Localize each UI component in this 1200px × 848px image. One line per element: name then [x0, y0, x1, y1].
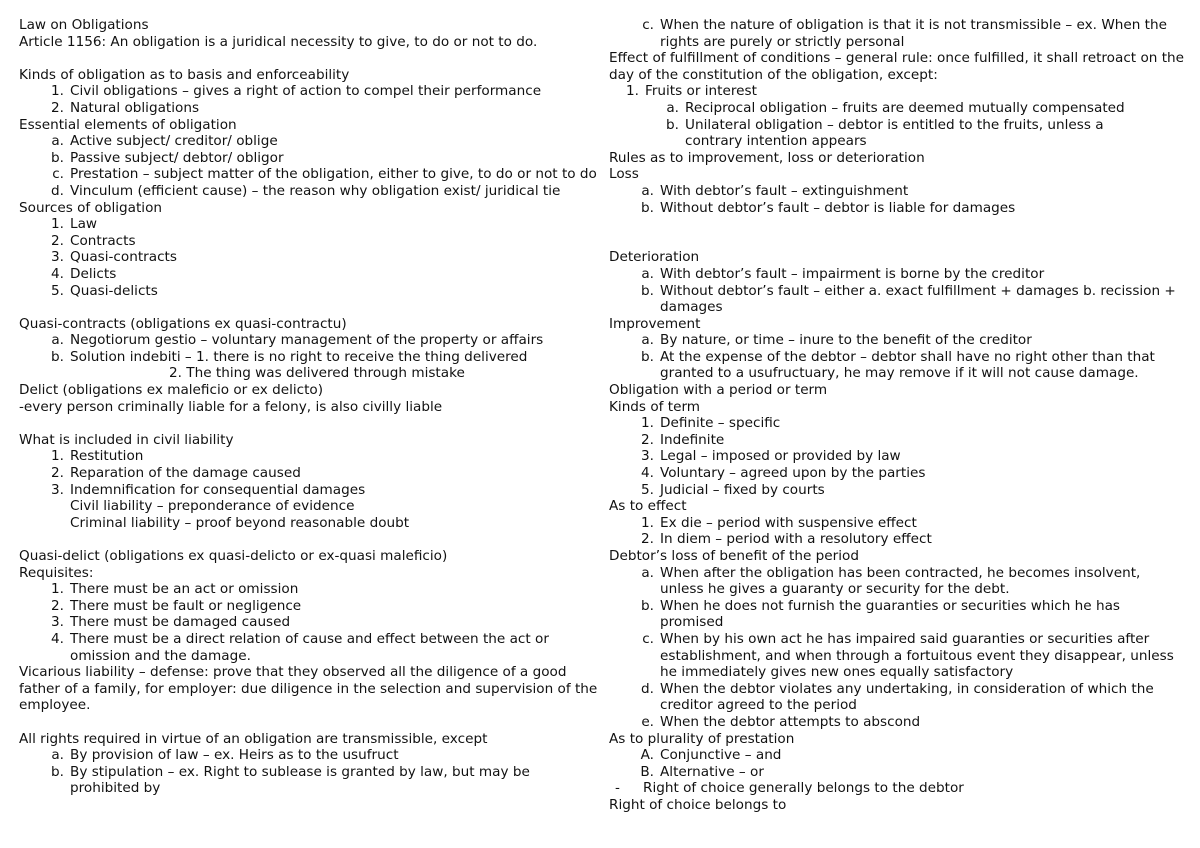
list-item: d. When the debtor violates any undertaking, in consideration of which the creditor agreed to the period [641, 680, 1154, 714]
list-item: c. Prestation – subject matter of the obligation, either to give, to do or not to do [52, 166, 597, 183]
list-item: b. By stipulation – ex. Right to sublease is granted by law, but may be prohibited by [51, 763, 530, 797]
choice-heading: Right of choice belongs to [609, 796, 787, 813]
right-column [609, 17, 1187, 814]
list-item: 4. Delicts [51, 265, 117, 282]
list-item: 2. In diem – period with a resolutory effect [641, 531, 932, 548]
list-item: a. By provision of law – ex. Heirs as to the usufruct [51, 747, 399, 764]
list-item: a. With debtor’s fault – impairment is borne by the creditor [641, 265, 1045, 282]
list-item: b. At the expense of the debtor – debtor shall have no right other than that granted to a usufructuary, he may remove if it will not cause damage. [641, 348, 1155, 382]
effect-heading: As to effect [609, 498, 687, 515]
transmissible-heading: All rights required in virtue of an obligation are transmissible, except [19, 730, 488, 747]
list-item: - Right of choice generally belongs to the debtor [615, 780, 964, 797]
loss-benefit-heading: Debtor’s loss of benefit of the period [609, 548, 859, 564]
list-item: b. Without debtor’s fault – debtor is liable for damages [641, 199, 1016, 216]
document-title: Law on Obligations [19, 17, 149, 33]
plurality-heading: As to plurality of prestation [609, 730, 795, 747]
kinds-heading: Kinds of obligation as to basis and enforceability [19, 66, 350, 83]
loss-heading: Loss [609, 166, 639, 183]
list-item: b. Unilateral obligation – debtor is entitled to the fruits, unless a contrary intention appears [666, 116, 1104, 150]
sources-heading: Sources of obligation [19, 199, 163, 216]
rules-heading: Rules as to improvement, loss or deterioration [609, 149, 925, 166]
list-item: 1. Fruits or interest [626, 83, 757, 100]
list-item: 3. Legal – imposed or provided by law [641, 448, 901, 465]
elements-heading: Essential elements of obligation [19, 116, 237, 133]
list-item: c. When the nature of obligation is that it is not transmissible – ex. When the rights are purely or strictly personal [642, 17, 1167, 50]
list-item: d. Vinculum (efficient cause) – the reason why obligation exist/ juridical tie [51, 182, 561, 199]
quasi-delict-heading: Quasi-delict (obligations ex quasi-delicto or ex-quasi maleficio) [19, 548, 448, 564]
list-item: 2. Indefinite [641, 431, 725, 448]
list-item: b. When he does not furnish the guaranties or securities which he has promised [641, 597, 1120, 631]
list-item: 1. Ex die – period with suspensive effect [641, 514, 917, 531]
list-item: 3. Quasi-contracts [51, 249, 177, 266]
list-item: a. Negotiorum gestio – voluntary management of the property or affairs [51, 332, 544, 349]
list-item: 2. Contracts [51, 232, 136, 249]
delict-note: -every person criminally liable for a felony, is also civilly liable [19, 398, 443, 415]
list-item: 4. Voluntary – agreed upon by the parties [641, 465, 926, 482]
list-item: 5. Quasi-delicts [51, 282, 158, 299]
vicarious-liability: Vicarious liability – defense: prove that they observed all the diligence of a good father of a family, for employer: due diligence in the selection and supervision of the employee. [19, 664, 598, 714]
list-item: b. Without debtor’s fault – either a. exact fulfillment + damages b. recission + damages [641, 282, 1176, 316]
list-item: B. Alternative – or [640, 763, 764, 780]
improvement-heading: Improvement [609, 315, 701, 332]
list-item: a. Reciprocal obligation – fruits are deemed mutually compensated [666, 99, 1125, 116]
list-item: 1. Definite – specific [641, 415, 781, 432]
list-item: e. When the debtor attempts to abscond [641, 713, 921, 730]
civil-proof: Civil liability – preponderance of evidence [70, 498, 355, 515]
solutio-second-requisite: 2. The thing was delivered through mistake [169, 365, 465, 382]
list-item: 5. Judicial – fixed by courts [641, 481, 825, 498]
list-item: 1. Law [51, 216, 98, 233]
civil-liability-heading: What is included in civil liability [19, 431, 234, 448]
deterioration-heading: Deterioration [609, 249, 700, 266]
fulfillment-rule: Effect of fulfillment of conditions – general rule: once fulfilled, it shall retroact on the day of the constitution of the obligation, except: [609, 50, 1185, 83]
left-column [19, 17, 599, 797]
list-item: 1. There must be an act or omission [51, 581, 299, 598]
list-item: 2. There must be fault or negligence [51, 597, 302, 614]
list-item: a. With debtor’s fault – extinguishment [641, 182, 909, 199]
period-heading: Obligation with a period or term [609, 382, 828, 399]
list-item: b. Passive subject/ debtor/ obligor [51, 149, 284, 166]
list-item: 3. Indemnification for consequential damages [51, 481, 366, 498]
list-item: b. Solution indebiti – 1. there is no right to receive the thing delivered [51, 348, 528, 365]
article-1156: Article 1156: An obligation is a juridical necessity to give, to do or not to do. [19, 33, 538, 50]
list-item: a. Active subject/ creditor/ oblige [51, 133, 278, 150]
list-item: c. When by his own act he has impaired said guaranties or securities after establishment, and when through a fortuitous event they disappear, unless he immediately gives new ones equally satisfactory [642, 630, 1174, 681]
list-item: 1. Restitution [51, 448, 144, 465]
delict-heading: Delict (obligations ex maleficio or ex delicto) [19, 382, 324, 399]
list-item: 1. Civil obligations – gives a right of action to compel their performance [51, 83, 542, 100]
list-item: A. Conjunctive – and [640, 747, 782, 764]
list-item: 2. Reparation of the damage caused [51, 465, 301, 482]
requisites-heading: Requisites: [19, 564, 94, 581]
list-item: a. When after the obligation has been contracted, he becomes insolvent, unless he gives a guaranty or security for the debt. [641, 564, 1141, 598]
quasi-contracts-heading: Quasi-contracts (obligations ex quasi-contractu) [19, 315, 347, 332]
term-heading: Kinds of term [609, 398, 701, 415]
list-item: a. By nature, or time – inure to the benefit of the creditor [641, 332, 1032, 349]
list-item: 4. There must be a direct relation of cause and effect between the act or omission and the damage. [51, 630, 549, 664]
list-item: 2. Natural obligations [51, 99, 200, 116]
criminal-proof: Criminal liability – proof beyond reasonable doubt [70, 514, 410, 531]
list-item: 3. There must be damaged caused [51, 614, 291, 631]
